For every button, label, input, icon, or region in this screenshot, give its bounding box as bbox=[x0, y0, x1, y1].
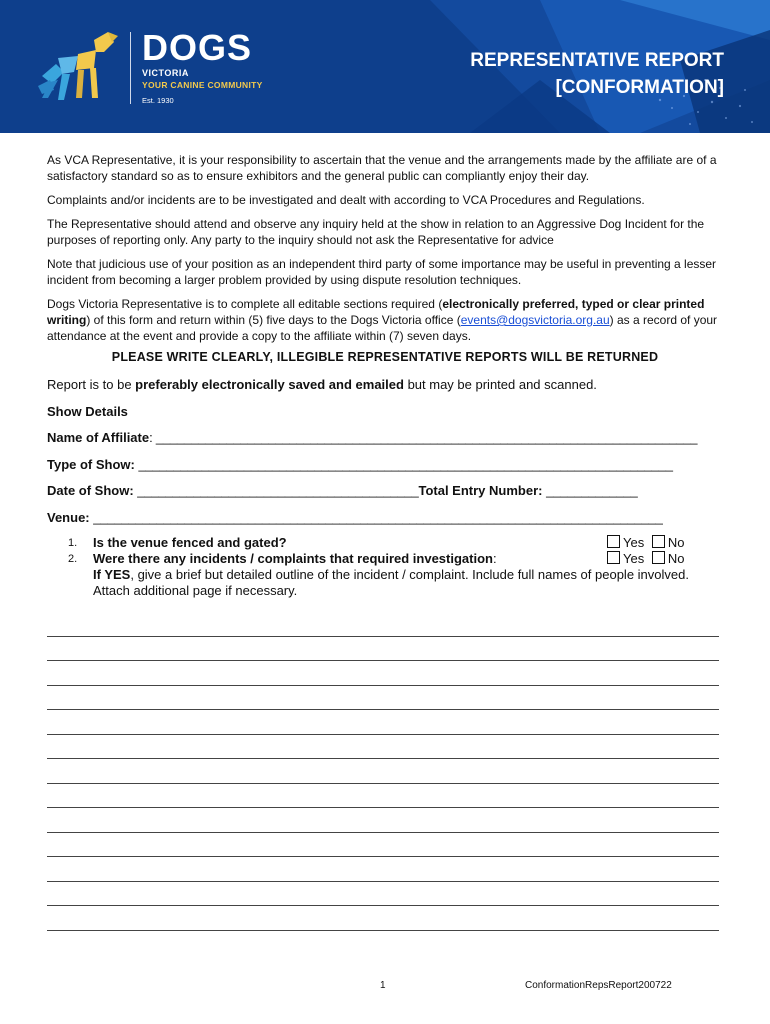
question-2-text-wrap bbox=[93, 551, 497, 567]
writing-line[interactable] bbox=[47, 906, 719, 931]
affiliate-input-line[interactable]: _____________________________________________________________________________ bbox=[155, 430, 698, 445]
questions-list bbox=[68, 535, 728, 599]
report-instruction-a: Report is to be bbox=[47, 377, 136, 392]
question-2-text: Were there any incidents / complaints that required investigation bbox=[93, 551, 493, 566]
report-title bbox=[470, 47, 724, 101]
question-2-options bbox=[607, 551, 684, 567]
report-title-line2: [CONFORMATION] bbox=[555, 77, 724, 98]
writing-line[interactable] bbox=[47, 735, 719, 760]
brand-subtitle: VICTORIA bbox=[142, 68, 189, 78]
show-details-heading: Show Details bbox=[47, 404, 128, 419]
brand-block bbox=[142, 27, 263, 105]
question-2-yes-label: Yes bbox=[623, 551, 645, 566]
venue-field[interactable] bbox=[47, 510, 663, 525]
question-1-yes-checkbox[interactable] bbox=[607, 535, 620, 548]
dog-logo-icon bbox=[34, 28, 124, 108]
logo-divider bbox=[130, 32, 131, 104]
incident-instructions bbox=[93, 567, 713, 599]
document-code: ConformationRepsReport200722 bbox=[525, 980, 672, 991]
question-2-yes-checkbox[interactable] bbox=[607, 551, 620, 564]
writing-line[interactable] bbox=[47, 637, 719, 662]
writing-line[interactable] bbox=[47, 710, 719, 735]
incident-instructions-bold: If YES bbox=[93, 567, 131, 582]
writing-line[interactable] bbox=[47, 857, 719, 882]
page-number: 1 bbox=[380, 980, 386, 991]
total-entry-label: Total Entry Number: bbox=[418, 483, 547, 498]
question-1-no-checkbox[interactable] bbox=[652, 535, 665, 548]
show-date-input-line[interactable]: ________________________________________ bbox=[137, 483, 419, 498]
report-instruction-c: but may be printed and scanned. bbox=[403, 377, 597, 392]
report-instruction-bold: preferably electronically saved and emailed bbox=[135, 377, 404, 392]
brand-established: Est. 1930 bbox=[142, 96, 174, 105]
total-entry-input-line[interactable]: _____________ bbox=[546, 483, 638, 498]
question-1-no-label: No bbox=[667, 535, 685, 550]
brand-tagline: YOUR CANINE COMMUNITY bbox=[142, 80, 263, 90]
legibility-notice: PLEASE WRITE CLEARLY, ILLEGIBLE REPRESENTATIVE REPORTS WILL BE RETURNED bbox=[111, 350, 659, 364]
writing-line[interactable] bbox=[47, 686, 719, 711]
question-2-suffix: : bbox=[492, 551, 497, 566]
affiliate-field[interactable] bbox=[47, 430, 697, 445]
intro-paragraph-1: As VCA Representative, it is your responsibility to ascertain that the venue and the arrangements made by the affiliate are of a satisfactory standard so as to ensure exhibitors and the general public can compliantly enjoy their day. bbox=[47, 153, 717, 183]
venue-input-line[interactable]: _________________________________________________________________________________ bbox=[93, 510, 663, 525]
writing-line[interactable] bbox=[47, 784, 719, 809]
show-type-input-line[interactable]: ____________________________________________________________________________ bbox=[138, 457, 673, 472]
question-1-yes-label: Yes bbox=[623, 535, 645, 550]
question-1 bbox=[68, 535, 728, 551]
report-instruction bbox=[47, 377, 597, 392]
question-2-no-label: No bbox=[667, 551, 685, 566]
show-date-label: Date of Show: bbox=[47, 483, 138, 498]
question-2-no-checkbox[interactable] bbox=[652, 551, 665, 564]
intro-section bbox=[47, 152, 723, 352]
show-type-label: Type of Show: bbox=[47, 457, 139, 472]
writing-line[interactable] bbox=[47, 833, 719, 858]
affiliate-label: Name of Affiliate bbox=[47, 430, 150, 445]
writing-line[interactable] bbox=[47, 661, 719, 686]
venue-label: Venue: bbox=[47, 510, 94, 525]
question-1-text: Is the venue fenced and gated? bbox=[93, 535, 287, 550]
header-banner bbox=[0, 0, 770, 133]
writing-line[interactable] bbox=[47, 882, 719, 907]
intro-paragraph-3: The Representative should attend and observe any inquiry held at the show in relation to an Aggressive Dog Incident for the purposes of reporting only. Any party to the inquiry should not ask the Representative for advice bbox=[47, 217, 705, 247]
affiliate-colon: : bbox=[149, 430, 156, 445]
question-2-number: 2. bbox=[68, 553, 78, 565]
show-type-field[interactable] bbox=[47, 457, 673, 472]
show-date-field[interactable] bbox=[47, 483, 637, 498]
events-email-link[interactable]: events@dogsvictoria.org.au bbox=[460, 313, 610, 327]
question-1-options bbox=[607, 535, 684, 551]
question-1-number: 1. bbox=[68, 537, 78, 549]
intro-p5-c: ) of this form and return within (5) five days to the Dogs Victoria office ( bbox=[86, 313, 461, 327]
writing-line[interactable] bbox=[47, 759, 719, 784]
incident-writing-area[interactable] bbox=[47, 612, 719, 931]
writing-line[interactable] bbox=[47, 808, 719, 833]
incident-instructions-text: , give a brief but detailed outline of the incident / complaint. Include full names of people involved. Attach additional page if necessary. bbox=[93, 567, 689, 598]
intro-p5-d: ) as a record of your attendance at the event and provide a copy to the affiliate within (7) seven days. bbox=[47, 313, 718, 343]
intro-paragraph-4: Note that judicious use of your position as an independent third party of some importance may be useful in preventing a lesser incident from becoming a larger problem provided by using dispute resolution techniques. bbox=[47, 257, 717, 287]
question-2 bbox=[68, 551, 728, 567]
brand-name: DOGS bbox=[142, 27, 253, 68]
intro-paragraph-5 bbox=[47, 296, 723, 344]
intro-paragraph-2: Complaints and/or incidents are to be investigated and dealt with according to VCA Procedures and Regulations. bbox=[47, 193, 645, 207]
intro-p5-a: Dogs Victoria Representative is to complete all editable sections required ( bbox=[47, 297, 443, 311]
report-title-line1: REPRESENTATIVE REPORT bbox=[470, 50, 724, 71]
intro-p5-bold: electronically preferred, typed or clear printed writing bbox=[47, 297, 705, 327]
writing-line[interactable] bbox=[47, 612, 719, 637]
